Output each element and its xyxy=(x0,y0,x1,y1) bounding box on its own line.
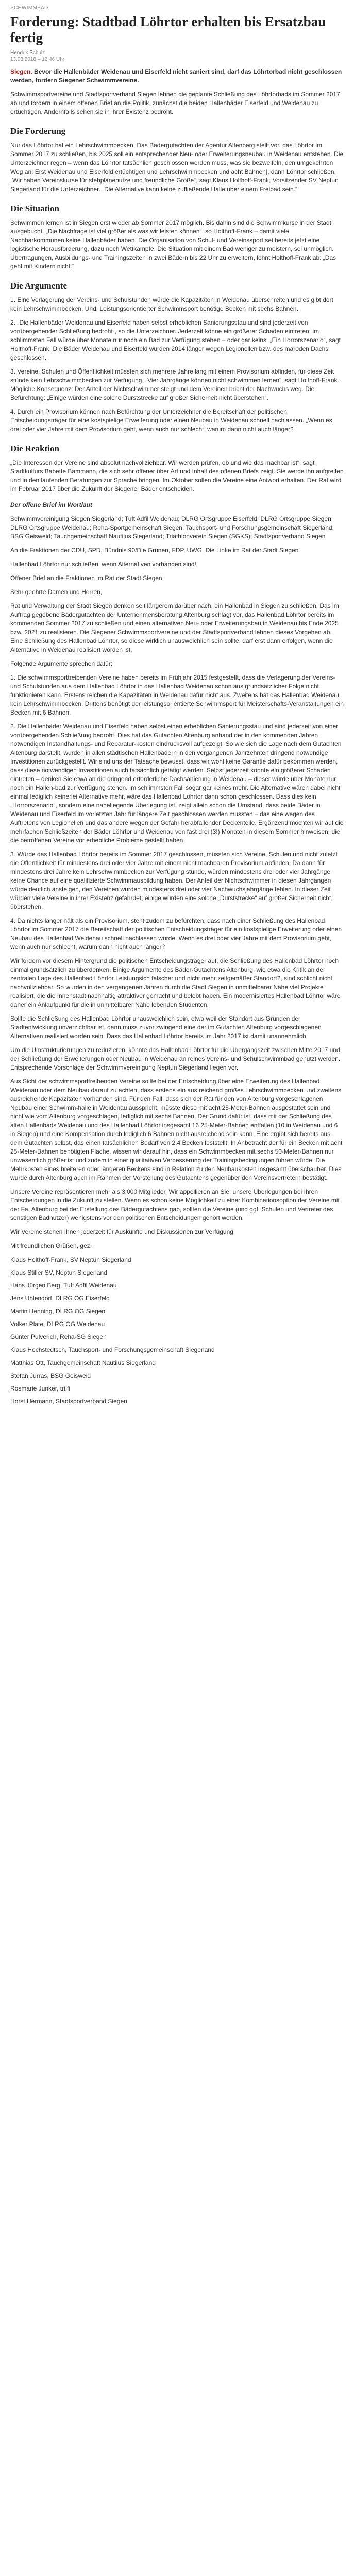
paragraph: 4. Durch ein Provisorium können nach Befürchtung der Unterzeichner die Bereitschaft der politischen Entscheidungsträger für eine kostspielige Erweiterung oder einen Neubau in Weidenau schnell nachlassen. „Wenn es drei oder vier Jahre mit dem Provisorium geht, wenn auch nur schlecht, warum dann nicht auch länger?“ xyxy=(10,408,332,433)
letter-paragraph: Aus Sicht der schwimmsporttreibenden Vereine sollte bei der Entscheidung über eine Erweiterung des Hallenbad Weidenau oder dem Neubau darauf zu achten, dass erstens ein aus reichend großes Lehrschwimmbecken und zweitens ausreichende Kapazitäten vorhanden sind. Für den Fall, dass sich der Rat für den von Altenburg vorgeschlagenen Neubau einer Schwimm-halle in Weidenau ausspricht, müsste diese mit acht 25-Meter-Bahnen ausgestattet sein und nicht wie vom Altenburg vorgeschlagen, lediglich mit sechs Bahnen. Der Grund dafür ist, dass mit der Schließung des alten Hallenbads Weidenau und des Hallenbad Löhrtor insgesamt 16 25-Meter-Bahnen entfallen (10 in Weidenau und 6 in Siegen) und eine Kompensation durch lediglich 6 Bahnen nicht ausreichend sein kann. Eine ergibt sich bereits aus dem Gutachten selbst, das einen tatsächlichen Bedarf von 2,4 Becken feststellt. In Anbetracht der für ein Becken mit acht 25-Meter-Bahnen benötigten Fläche, wissen wir darauf hin, dass ein Schwimmbecken mit sechs 50-Meter-Bahnen nur unwesentlich größer ist und zudem in einer qualitativen Verbesserung der Trainingsbedingungen führen würde. Die Mehrkosten eines breiteren oder längeren Beckens sind in Relation zu den Neubaukosten insgesamt überschaubar. Dies wurde durch Altenburg auch im Rahmen der Vorstellung des Gutachtens gegenüber den Vereinsvertretern bestätigt. xyxy=(10,1078,343,1181)
section-heading-situation: Die Situation xyxy=(10,204,59,213)
section-heading-reaktion: Die Reaktion xyxy=(10,444,59,453)
letter-paragraph: Offener Brief an die Fraktionen im Rat der Stadt Siegen xyxy=(10,574,162,582)
signature: Matthias Ott, Tauchgemeinschaft Nautilus Siegerland xyxy=(10,1359,156,1366)
paragraph: „Die Interessen der Vereine sind absolut nachvollziehbar. Wir werden prüfen, ob und wie das machbar ist“, sagt Stadtkulturs Babette Bammann, die sich sehr offener über Art und Inhalt des offenen Briefs zeigt. Sie werde ihn aufgreifen und in den laufenden Beratungen zur Sprache bringen. Im Oktober sollen die Vereine eine Antwort erhalten. Der Rat wird im Februar 2017 über die Zukunft der Siegener Bäder entscheiden. xyxy=(10,459,344,493)
letter-paragraph: Wir fordern vor diesem Hintergrund die politischen Entscheidungsträger auf, die Schließung des Hallenbad Löhrtor noch einmal grundsätzlich zu überdenken. Einige Argumente des Bäder-Gutachtens Altenburg, wie etwa die Kritik an der zentralen Lage des Hallenbad Löhrtor Leistungsich falscher und nicht mehr zeitgemäßer Standort?, sind schlicht nicht nachvollziehbar. So wurden in den vergangenen Jahren durch die Stadt Siegen in unmittelbarer Nähe viel Projekte realisiert, die die Innenstadt nachhaltig attraktiver gemacht und belebt haben. Ein modernisiertes Hallenbad Löhrtor wäre daher ein Anlaufpunkt für die in unmittelbarer Nähe lebenden Studenten. xyxy=(10,957,341,1008)
paragraph: 2. „Die Hallenbäder Weidenau und Eiserfeld haben selbst erheblichen Sanierungsstau und sind jederzeit von vorübergehender Schließung bedroht“, so die Unterzeichner. Jederzeit könne ein größerer Schaden eintreten; im schlimmsten Fall würde über Monate nur noch ein Bad zur Verfügung stehen – oder gar keins. „Ein Horrorszenario“, sagt Holthoff-Frank. Die Bäder Weidenau und Eiserfeld wurden 2014 länger wegen Legionellen bzw. des maroden Dachs geschlossen. xyxy=(10,319,341,361)
letter-paragraph: 3. Würde das Hallenbad Löhrtor bereits im Sommer 2017 geschlossen, müssten sich Vereine, Schulen und nicht zuletzt die Öffentlichkeit für mindestens drei oder vier Jahre mit einem nicht machbaren Provisorium abfinden. Da dann für mindestens drei Jahre kein Lehrschwimmbecken zur Verfügung stünde, würden mindestens drei oder vier Jahrgänge keine Chance auf eine qualifizierte Schwimmausbildung haben. Der Anteil der Nichtschwimmer in diesen Jahrgängen würde deutlich ansteigen, den Vereinen würden mindestens drei oder vier Nachwuchsjahrgänge fehlen. In dieser Zeit würden viele Vereine in ihrer Existenz gefährdet, einige würden eine solche „Durststrecke“ auf großer Sicherheit nicht überstehen. xyxy=(10,851,338,910)
signature: Martin Henning, DLRG OG Siegen xyxy=(10,1308,106,1315)
article-date: 13.03.2018 – 12:46 Uhr xyxy=(10,57,65,62)
signature: Jens Uhlendorf, DLRG OG Eiserfeld xyxy=(10,1295,110,1302)
signature: Horst Hermann, Stadtsportverband Siegen xyxy=(10,1398,127,1405)
paragraph: Schwimmen lernen ist in Siegen erst wieder ab Sommer 2017 möglich. Bis dahin sind die Schwimmkurse in der Stadt ausgebucht. „Die Nachfrage ist viel größer als was wir leisten können“, so Holthoff-Frank – damit viele Nachbarkommunen keine Hallenbäder haben. Die Organisation von Schul- und Vereinssport sei bereits jetzt eine logistische Herausforderung, dazu noch Wettkämpfe. Die Situation mit einem Bad weniger zu meistern, sei unmöglich. Übertragungen, Ausbildungs- und Trainingszeiten in zwei Bädern bis 22 Uhr zu erweitern, lehnt Holthoff-Frank ab: „Das geht mit Kindern nicht.“ xyxy=(10,219,336,270)
article-author[interactable]: Hendrik Schulz xyxy=(10,50,45,56)
signature: Günter Pulverich, Reha-SG Siegen xyxy=(10,1333,107,1341)
paragraph: 1. Eine Verlagerung der Vereins- und Schulstunden würde die Kapazitäten in Weidenau überschreiten und es gibt dort kein Lehrschwimmbecken. Und: Leistungsorientierter Schwimmsport benötige Becken mit sechs Bahnen. xyxy=(10,296,333,312)
letter-paragraph: Sehr geehrte Damen und Herren, xyxy=(10,588,103,596)
article-title: Forderung: Stadtbad Löhrtor erhalten bis Ersatzbau fertig xyxy=(10,14,326,45)
letter-paragraph: Folgende Argumente sprechen dafür: xyxy=(10,660,113,667)
signature: Klaus Stiller SV, Neptun Siegerland xyxy=(10,1269,107,1276)
letter-paragraph: Um die Umstrukturierungen zu reduzieren, könnte das Hallenbad Löhrtor für die Übergangszeit zwischen Mitte 2017 und der Schließung der Erweiterungen oder Neubau in Weidenau an reines Vereins- und Schulschwimmbad genutzt werden. Entsprechende Vorschläge der Schwimmvereinigung Neptun Siegerland liegen vor. xyxy=(10,1046,341,1071)
intro-paragraph: Schwimmsportvereine und Stadtsportverband Siegen lehnen die geplante Schließung des Löhrtorbads im Sommer 2017 ab und fordern in einem offenen Brief an die Politik, zunächst die beiden Hallenbäder Eiserfeld und Weidenau zu ertüchtigen. Andernfalls sehen sie in ihrer Existenz bedroht. xyxy=(10,91,340,115)
lead-text: Bevor die Hallenbäder Weidenau und Eiserfeld nicht saniert sind, darf das Löhrtorbad nicht geschlossen werden, fordern Siegener Schwimmvereine. xyxy=(10,68,342,84)
lead-dateline: Siegen. xyxy=(10,68,32,75)
letter-paragraph: Hallenbad Löhrtor nur schließen, wenn Alternativen vorhanden sind! xyxy=(10,561,196,568)
letter-paragraph: Rat und Verwaltung der Stadt Siegen denken seit längerem darüber nach, ein Hallenbad in Siegen zu schließen. Das im Auftrag gegebene Bädergutachten der Unternehmensberatung Altenburg schlägt vor, das Hallenbad Löhrtor bereits im kommenden Sommer 2017 zu schließen und einen alternativen Neu- oder Erweiterungsbau in Weidenau bis Ende 2025 bzw. 2021 zu realisieren. Die Siegener Schwimmsportvereine und der Stadtsportverband lehnen dieses Vorgehen ab. Eine Schließung des Hallenbad Löhrtor, so diese wirklich unausweichlich sein sollte, darf erst dann erfolgen, wenn die Alternative in Weidenau realisiert worden ist. xyxy=(10,602,339,653)
letter-paragraph: 2. Die Hallenbäder Weidenau und Eiserfeld haben selbst einen erheblichen Sanierungsstau und sind jederzeit von einer vorübergehenden Schließung bedroht. Dies hat das Gutachten Altenburg anhand der in den kommenden Jahren notwendigen Instandhaltungs- und Reparatur-kosten eindrucksvoll aufgezeigt. So wie sich die Lage nach dem Gutachten Altenburg darstellt, wurden in allen städtischen Hallenbädern in den vergangenen Jahrzehnten dringend notwendige Investitionen zurückgestellt. Wir sind uns der Tatsache bewusst, dass wir wohl keine Garantie dafür bekommen werden, dass diese notwendigen Investitionen auch tatsächlich getätigt werden. Selbst jederzeit könnte ein größerer Schaden eintreten – denken Sie etwa an die dringend erforderliche Dachsanierung in Weidenau – dieser würde über Monate nur noch ein Hallen-bad zur Verfügung stehen. Im schlimmsten Fall sogar gar keines mehr. Die Alternative wären dabei nicht einmal lediglich keinerlei Alternative mehr, wäre das Hallenbad Löhrtor dann schon geschlossen. Dass dies kein „Horrorszenario“, sondern eine naheliegende Überlegung ist, zeigt allein schon die Umstand, dass beide Bäder in Weidenau und Eiserfeld im vorletzten Jahr für längere Zeit geschlossen werden mussten – das eine wegen des Auftretens von Legionellen und das andere wegen der Gefahr herabfallender Deckenteile. Ergänzend möchten wir auf die mehrfachen Schließzeiten der Bäder Löhrtor und Weidenau von fast drei (3!) Monaten in diesem Sommer hinweisen, die die betroffenen Vereine vor erhebliche Probleme gestellt haben. xyxy=(10,723,344,844)
article-lead xyxy=(10,67,344,85)
signature-list xyxy=(10,1256,344,1406)
letter-paragraph: 4. Da nichts länger hält als ein Provisorium, steht zudem zu befürchten, dass nach einer Schließung des Hallenbad Löhrtor im Sommer 2017 die Bereitschaft der politischen Entscheidungsträger für ein kostspielige Erweiterung oder einen Neubau des Hallenbad Weidenau schnell nachlassen würde. Wenn es drei oder vier Jahre mit dem Provisorium geht, wenn auch nur schlecht, warum dann nicht auch länger? xyxy=(10,917,342,951)
letter-paragraph: Schwimmvereinigung Siegen Siegerland; Tuft Adfil Weidenau; DLRG Ortsgruppe Eiserfeld, DLRG Ortsgruppe Siegen; DLRG Ortsgruppe Weidenau; Reha-Sportgemeinschaft Siegen; Tauchsport- und Forschungsgemeinschaft Siegerland; BSG Geisweid; Tauchgemeinschaft Nautilus Siegerland; Triathlonverein Siegen (SGKS); Stadtsportverband Siegen xyxy=(10,515,334,540)
paragraph: Nur das Löhrtor hat ein Lehrschwimmbecken. Das Bädergutachten der Agentur Altenberg stellt vor, das Löhrtor im Sommer 2017 zu schließen, bis 2025 soll ein entsprechender Neu- oder Erweiterungsneubau in Weidenau entstehen. Die Unterzeichner regen – wenn das Löhrtor tatsächlich geschlossen werden muss, was sie bezweifeln, den umgekehrten Weg an: Erst Weidenau und Eiserfeld ertüchtigen und Lehrschwimmbecken und acht Bahnen], dann Löhrtor schließen. „Wir haben Vereinskurse für stehplanenutze und freundliche Größe“, sagt Klaus Holthoff-Frank, Vorsitzender SV Neptun Siegerland für die Unterzeichner. „Die Alternative kann keine zufließende Halle über einem Freibad sein.“ xyxy=(10,142,344,193)
letter-paragraph: Wir Vereine stehen Ihnen jederzeit für Auskünfte und Diskussionen zur Verfügung. xyxy=(10,1228,235,1235)
signature: Volker Plate, DLRG OG Weidenau xyxy=(10,1320,105,1328)
letter-heading: Der offene Brief im Wortlaut xyxy=(10,501,92,509)
letter-paragraph: An die Fraktionen der CDU, SPD, Bündnis 90/Die Grünen, FDP, UWG, Die Linke im Rat der Stadt Siegen xyxy=(10,547,299,554)
signature: Hans Jürgen Berg, Tuft Adfil Weidenau xyxy=(10,1282,117,1289)
letter-paragraph: 1. Die schwimmsporttreibenden Vereine haben bereits im Frühjahr 2015 festgestellt, dass die Verlagerung der Vereins- und Schulstunden aus dem Hallenbad Löhrtor in das Hallenbad Weidenau schon aus grundsätzlicher Folge nicht funktionieren kann. Erstens reichen die Kapazitäten in Weidenau dafür nicht aus. Zweitens hat das Hallenbad Weidenau kein Lehrschwimmbecken. Drittens benötigt der leistungsorientierte Schwimmsport für Meisterschafts-Veranstaltungen ein Becken mit 6 Bahnen. xyxy=(10,674,344,716)
letter-paragraph: Mit freundlichen Grüßen, gez. xyxy=(10,1242,92,1249)
signature: Klaus Hochstedtsch, Tauchsport- und Forschungsgemeinschaft Siegerland xyxy=(10,1346,215,1353)
signature: Klaus Holthoff-Frank, SV Neptun Siegerland xyxy=(10,1256,131,1263)
paragraph: 3. Vereine, Schulen und Öffentlichkeit müssten sich mehrere Jahre lang mit einem Provisorium abfinden, für diese Zeit stünde kein Lehrschwimmbecken zur Verfügung. „Vier Jahrgänge können nicht schwimmen lernen“, sagt Holthoff-Frank. Mögliche Konsequenz: Der Anteil der Nichtschwimmer steigt und dem Vereinen bricht der Nachwuchs weg. Die Befürchtung: „Einige würden eine solche Durststrecke auf großer Sicherheit nicht überstehen“. xyxy=(10,368,339,401)
article-category[interactable]: SCHWIMMBAD xyxy=(10,5,48,11)
section-heading-forderung: Die Forderung xyxy=(10,126,66,136)
letter-paragraph: Unsere Vereine repräsentieren mehr als 3.000 Mitglieder. Wir appellieren an Sie, unsere Überlegungen bei Ihren Entscheidungen in die Zukunft zu stellen. Wenn es schon keine Möglichkeit zu einer Kombinationsoption der Vereine mit der Fa. Altenburg bei der Erstellung des Bädergutachtens gab, sollten die Vereine (und ggf. Schulen und Vertreter des sonstigen Badnutzer) wenigstens vor den politischen Entscheidungen gehört werden. xyxy=(10,1188,340,1222)
signature: Rosmarie Junker, tri.fi xyxy=(10,1385,71,1392)
section-heading-argumente: Die Argumente xyxy=(10,281,68,291)
letter-paragraph: Sollte die Schließung des Hallenbad Löhrtor unausweichlich sein, etwa weil der Standort aus Gründen der Stadtentwicklung unverzichtbar ist, dann muss zuvor zwingend eine der im Gutachten Altenburg vorgeschlagenen Alternativen realisiert worden sein. Dass das Hallenbad Löhrtor bereits im Jahr 2017 ist damit unannehmlich. xyxy=(10,1015,322,1040)
signature: Stefan Jurras, BSG Geisweid xyxy=(10,1372,91,1379)
